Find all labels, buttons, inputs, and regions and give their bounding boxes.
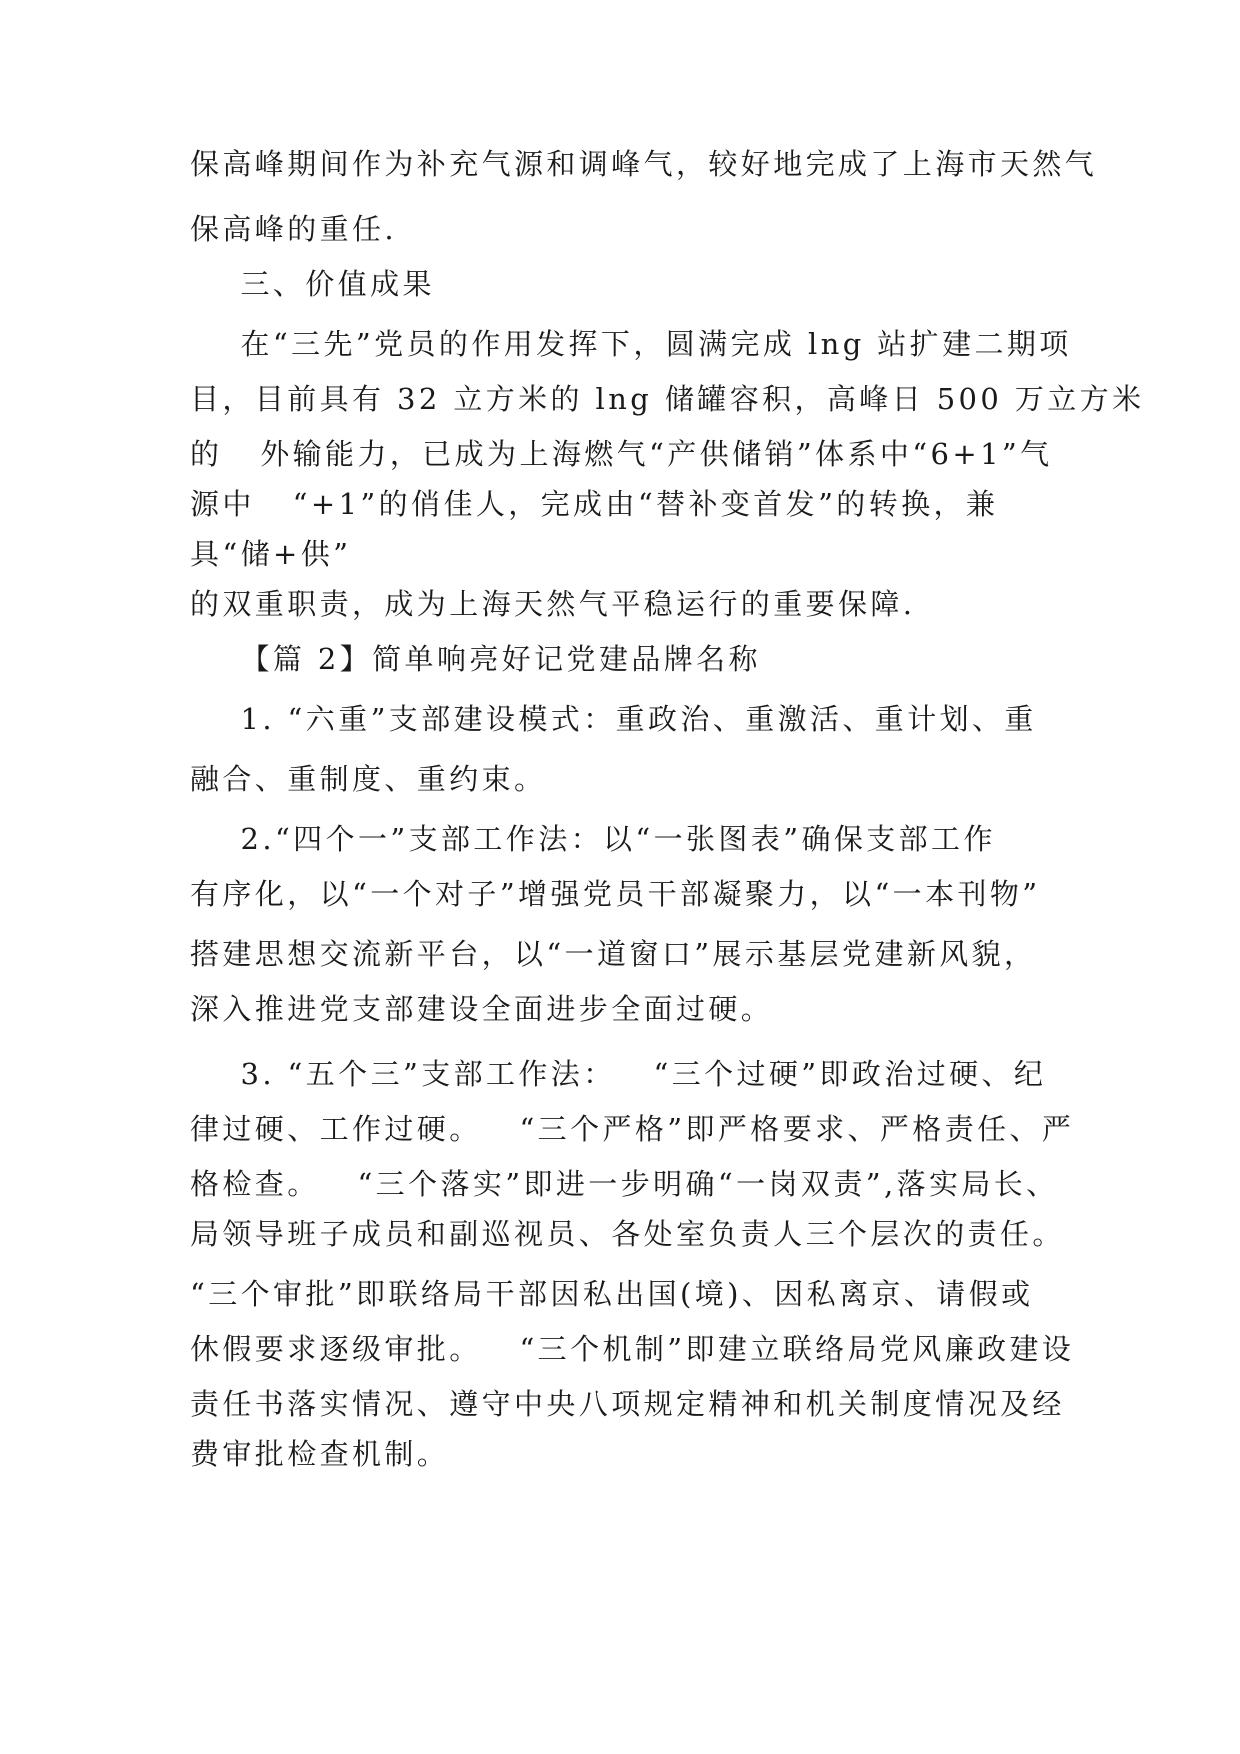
section-heading: 【篇 2】简单响亮好记党建品牌名称 bbox=[190, 642, 761, 676]
paragraph-line: 目，目前具有 32 立方米的 lng 储罐容积，高峰日 500 万立方米 bbox=[190, 382, 1145, 416]
paragraph-line: 具“储+供” bbox=[190, 537, 352, 571]
paragraph-line: 在“三先”党员的作用发挥下，圆满完成 lng 站扩建二期项 bbox=[190, 327, 1072, 361]
paragraph-line: 融合、重制度、重约束。 bbox=[190, 762, 547, 796]
paragraph-line: 有序化，以“一个对子”增强党员干部凝聚力，以“一本刊物” bbox=[190, 877, 1041, 911]
paragraph-line: 律过硬、工作过硬。 “三个严格”即严格要求、严格责任、严 bbox=[190, 1112, 1075, 1146]
paragraph-line: 费审批检查机制。 bbox=[190, 1437, 450, 1471]
paragraph-line: 局领导班子成员和副巡视员、各处室负责人三个层次的责任。 bbox=[190, 1217, 1065, 1251]
section-heading: 三、价值成果 bbox=[190, 267, 435, 301]
paragraph-line: 3. “五个三”支部工作法： “三个过硬”即政治过硬、纪 bbox=[190, 1057, 1047, 1091]
paragraph-line: 源中 “+1”的俏佳人，完成由“替补变首发”的转换，兼 bbox=[190, 487, 999, 521]
paragraph-line: 的双重职责，成为上海天然气平稳运行的重要保障. bbox=[190, 587, 916, 621]
paragraph-line: 1. “六重”支部建设模式：重政治、重激活、重计划、重 bbox=[190, 702, 1037, 736]
paragraph-line: “三个审批”即联络局干部因私出国(境)、因私离京、请假或 bbox=[190, 1277, 1034, 1311]
paragraph-line: 格检查。 “三个落实”即进一步明确“一岗双责”,落实局长、 bbox=[190, 1167, 1059, 1201]
paragraph-line: 保高峰期间作为补充气源和调峰气，较好地完成了上海市天然气 bbox=[190, 147, 1098, 181]
paragraph-line: 休假要求逐级审批。 “三个机制”即建立联络局党风廉政建设 bbox=[190, 1332, 1075, 1366]
paragraph-line: 深入推进党支部建设全面进步全面过硬。 bbox=[190, 992, 774, 1026]
paragraph-line: 2.“四个一”支部工作法：以“一张图表”确保支部工作 bbox=[190, 822, 996, 856]
paragraph-line: 搭建思想交流新平台，以“一道窗口”展示基层党建新风貌， bbox=[190, 937, 1037, 971]
paragraph-line: 保高峰的重任. bbox=[190, 212, 398, 246]
paragraph-line: 责任书落实情况、遵守中央八项规定精神和机关制度情况及经 bbox=[190, 1387, 1065, 1421]
paragraph-line: 的 外输能力，已成为上海燃气“产供储销”体系中“6+1”气 bbox=[190, 437, 1053, 471]
